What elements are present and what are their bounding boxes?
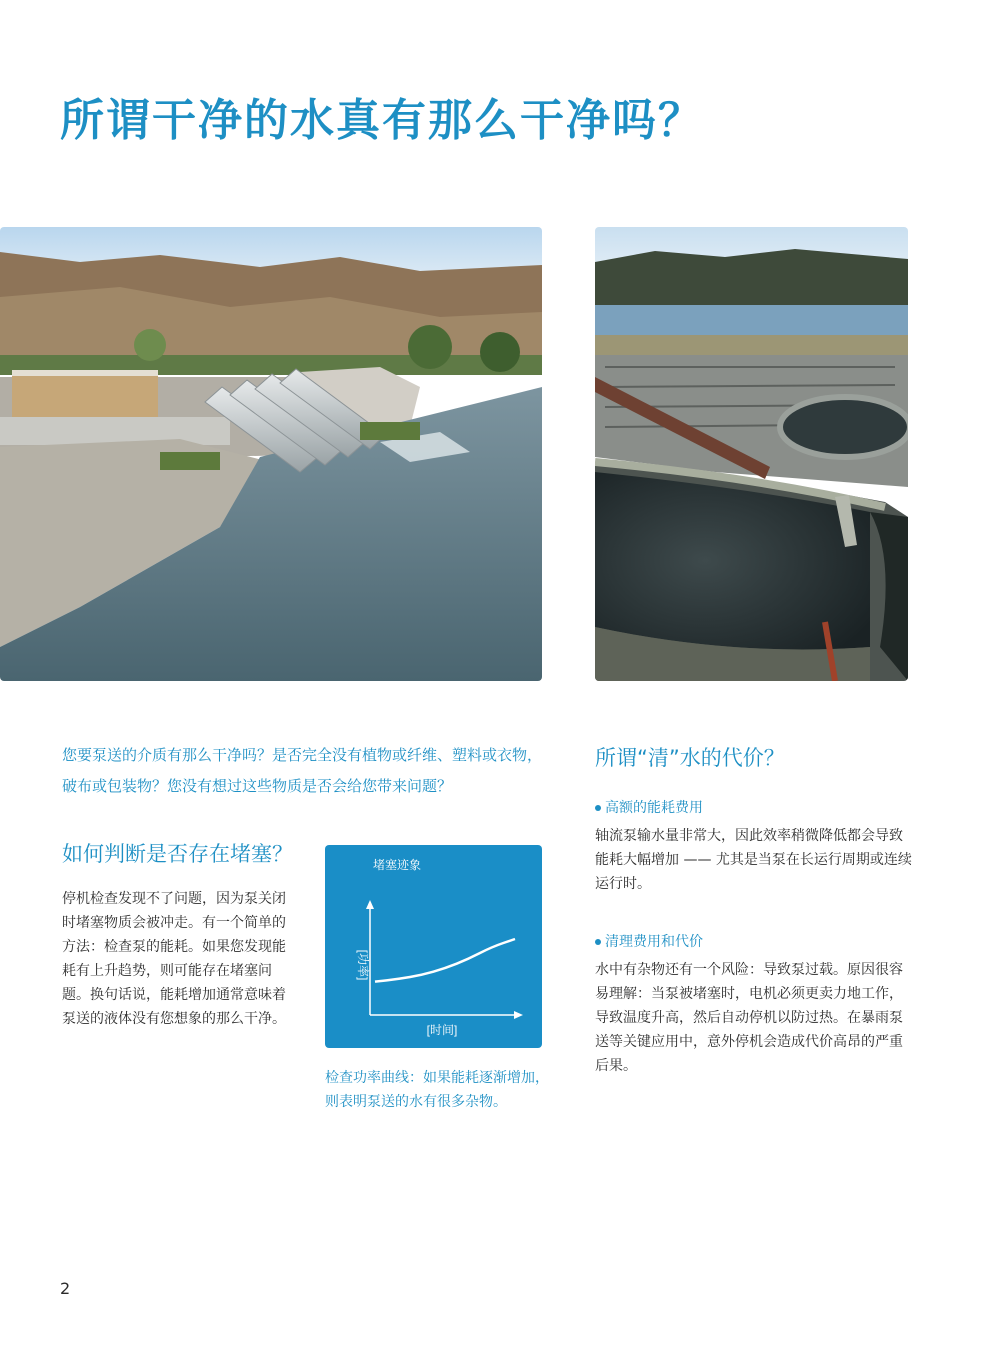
chart-title: 堵塞迹象: [373, 858, 422, 872]
page-title: 所谓干净的水真有那么干净吗？: [60, 95, 704, 146]
bullet-heading-cleaning: [595, 931, 703, 951]
bullet-heading-energy: [595, 797, 703, 817]
river-pump-outfall-photo: [0, 227, 542, 681]
page-number: 2: [60, 1279, 71, 1298]
section-heading-clog: 如何判断是否存在堵塞？: [62, 842, 293, 866]
chart-ylabel: [功率]: [356, 949, 370, 981]
bullet-heading-energy-text: 高额的能耗费用: [605, 800, 703, 816]
bullet-body-energy: 轴流泵输水量非常大，因此效率稍微降低都会导致能耗大幅增加 —— 尤其是当泵在长运行周期或连续运行时。: [595, 828, 912, 892]
bullet-body-cleaning: 水中有杂物还有一个风险：导致泵过载。原因很容易理解：当泵被堵塞时，电机必须更卖力地工作，导致温度升高，然后自动停机以防过热。在暴雨泵送等关键应用中，意外停机会造成代价高昂的严重后果。: [595, 962, 903, 1074]
bullet-dot-icon: [595, 939, 601, 945]
x-axis-arrow: [514, 1011, 523, 1019]
bullet-heading-cleaning-text: 清理费用和代价: [605, 934, 703, 950]
power-curve-line: [375, 939, 515, 982]
treatment-basin-photo: [595, 227, 908, 681]
section-heading-cost: 所谓“清”水的代价？: [595, 746, 785, 770]
bullet-dot-icon: [595, 805, 601, 811]
section-body-clog: 停机检查发现不了问题，因为泵关闭时堵塞物质会被冲走。有一个简单的方法：检查泵的能耗。如果您发现能耗有上升趋势，则可能存在堵塞问题。换句话说，能耗增加通常意味着泵送的液体没有您想象的那么干净。: [62, 891, 286, 1027]
power-curve-chart: [325, 845, 542, 1048]
chart-xlabel: [时间]: [426, 1023, 458, 1037]
intro-text: 您要泵送的介质有那么干净吗？是否完全没有植物或纤维、塑料或衣物，破布或包装物？您没有想过这些物质是否会给您带来问题？: [62, 746, 543, 795]
chart-caption: 检查功率曲线：如果能耗逐渐增加，则表明泵送的水有很多杂物。: [325, 1070, 549, 1110]
y-axis-arrow: [366, 900, 374, 909]
